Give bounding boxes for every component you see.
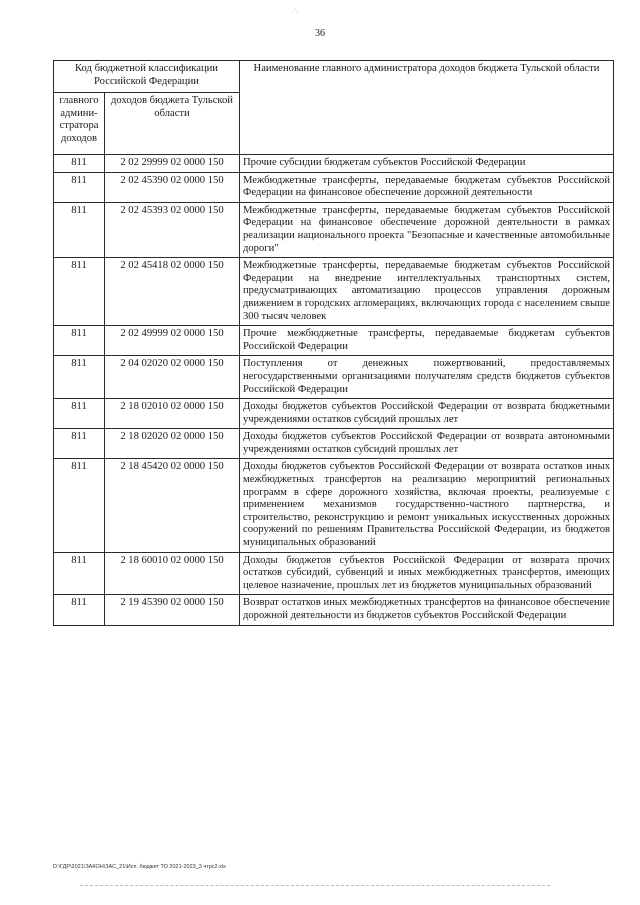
- table-row: [54, 202, 614, 257]
- revenue-name-cell: Прочие субсидии бюджетам субъектов Российской Федерации: [240, 155, 614, 173]
- footer-file-path: D:\ГДР\2021\ЗАКОН\ЗАС_21\Исп. бюджет ТО 2021-2023_3 чтpc2.xls: [53, 864, 226, 870]
- admin-code-cell: 811: [54, 552, 105, 595]
- revenue-name-cell: Доходы бюджетов субъектов Российской Федерации от возврата автономными учреждениями остатков субсидий прошлых лет: [240, 429, 614, 459]
- admin-code-cell: 811: [54, 459, 105, 552]
- revenue-code-cell: 2 18 02020 02 0000 150: [105, 429, 240, 459]
- revenue-code-cell: 2 02 45390 02 0000 150: [105, 172, 240, 202]
- table-row: [54, 172, 614, 202]
- revenue-name-cell: Прочие межбюджетные трансферты, передаваемые бюджетам субъектов Российской Федерации: [240, 326, 614, 356]
- page-number: 36: [315, 28, 325, 39]
- table-row: [54, 459, 614, 552]
- admin-code-cell: 811: [54, 172, 105, 202]
- admin-code-cell: 811: [54, 399, 105, 429]
- table-row: [54, 155, 614, 173]
- admin-code-cell: 811: [54, 356, 105, 399]
- revenue-name-cell: Доходы бюджетов субъектов Российской Федерации от возврата прочих остатков субсидий, субвенций и иных межбюджетных трансфертов, имеющих целевое назначение, прошлых лет из бюджетов муниципальных образований: [240, 552, 614, 595]
- revenue-name-cell: Доходы бюджетов субъектов Российской Федерации от возврата бюджетными учреждениями остатков субсидий прошлых лет: [240, 399, 614, 429]
- revenue-code-cell: 2 02 29999 02 0000 150: [105, 155, 240, 173]
- revenue-name-cell: Межбюджетные трансферты, передаваемые бюджетам субъектов Российской Федерации на финансовое обеспечение дорожной деятельности в рамках реализации национального проекта "Безопасные и качественные автомобильные дороги": [240, 202, 614, 257]
- footer-divider: [80, 885, 550, 886]
- revenue-name-cell: Доходы бюджетов субъектов Российской Федерации от возврата остатков иных межбюджетных трансфертов на реализацию мероприятий региональных программ в сфере дорожного хозяйства, включая проекты, реализуемые с применением механизмов государственно-частного партнерства, и строительство, реконструкцию и ремонт уникальных искусственных дорожных сооружений по решениям Правительства Российской Федерации, из бюджетов муниципальных образований: [240, 459, 614, 552]
- table-row: [54, 429, 614, 459]
- table-row: [54, 258, 614, 326]
- revenue-name-cell: Возврат остатков иных межбюджетных трансфертов на финансовое обеспечение дорожной деятельности из бюджетов субъектов Российской Федерации: [240, 595, 614, 625]
- revenue-code-cell: 2 02 49999 02 0000 150: [105, 326, 240, 356]
- revenue-code-cell: 2 02 45418 02 0000 150: [105, 258, 240, 326]
- revenue-code-cell: 2 18 02010 02 0000 150: [105, 399, 240, 429]
- revenue-code-cell: 2 19 45390 02 0000 150: [105, 595, 240, 625]
- admin-code-cell: 811: [54, 595, 105, 625]
- admin-code-cell: 811: [54, 155, 105, 173]
- admin-code-cell: 811: [54, 202, 105, 257]
- revenue-name-cell: Поступления от денежных пожертвований, предоставляемых негосударственными организациями получателям средств бюджетов субъектов Российской Федерации: [240, 356, 614, 399]
- header-revenue-column: доходов бюджета Тульской области: [105, 93, 240, 155]
- budget-codes-table: [53, 60, 614, 626]
- admin-code-cell: 811: [54, 326, 105, 356]
- admin-code-cell: 811: [54, 258, 105, 326]
- revenue-name-cell: Межбюджетные трансферты, передаваемые бюджетам субъектов Российской Федерации на внедрение интеллектуальных транспортных систем, предусматривающих автоматизацию процессов управления дорожным движением в городских агломерациях, включающих города с населением свыше 300 тысяч человек: [240, 258, 614, 326]
- table-row: [54, 356, 614, 399]
- table-row: [54, 326, 614, 356]
- table-row: [54, 595, 614, 625]
- header-row-top: [54, 61, 614, 93]
- table-row: [54, 399, 614, 429]
- header-code-group: Код бюджетной классификации Российской Федерации: [54, 61, 240, 93]
- table-row: [54, 552, 614, 595]
- admin-code-cell: 811: [54, 429, 105, 459]
- revenue-code-cell: 2 04 02020 02 0000 150: [105, 356, 240, 399]
- revenue-code-cell: 2 18 60010 02 0000 150: [105, 552, 240, 595]
- header-admin-column: главного админи-стратора доходов: [54, 93, 105, 155]
- revenue-code-cell: 2 18 45420 02 0000 150: [105, 459, 240, 552]
- revenue-code-cell: 2 02 45393 02 0000 150: [105, 202, 240, 257]
- revenue-name-cell: Межбюджетные трансферты, передаваемые бюджетам субъектов Российской Федерации на финансовое обеспечение дорожной деятельности: [240, 172, 614, 202]
- header-name-column: Наименование главного администратора доходов бюджета Тульской области: [240, 61, 614, 155]
- scan-mark: ·´·: [292, 10, 298, 16]
